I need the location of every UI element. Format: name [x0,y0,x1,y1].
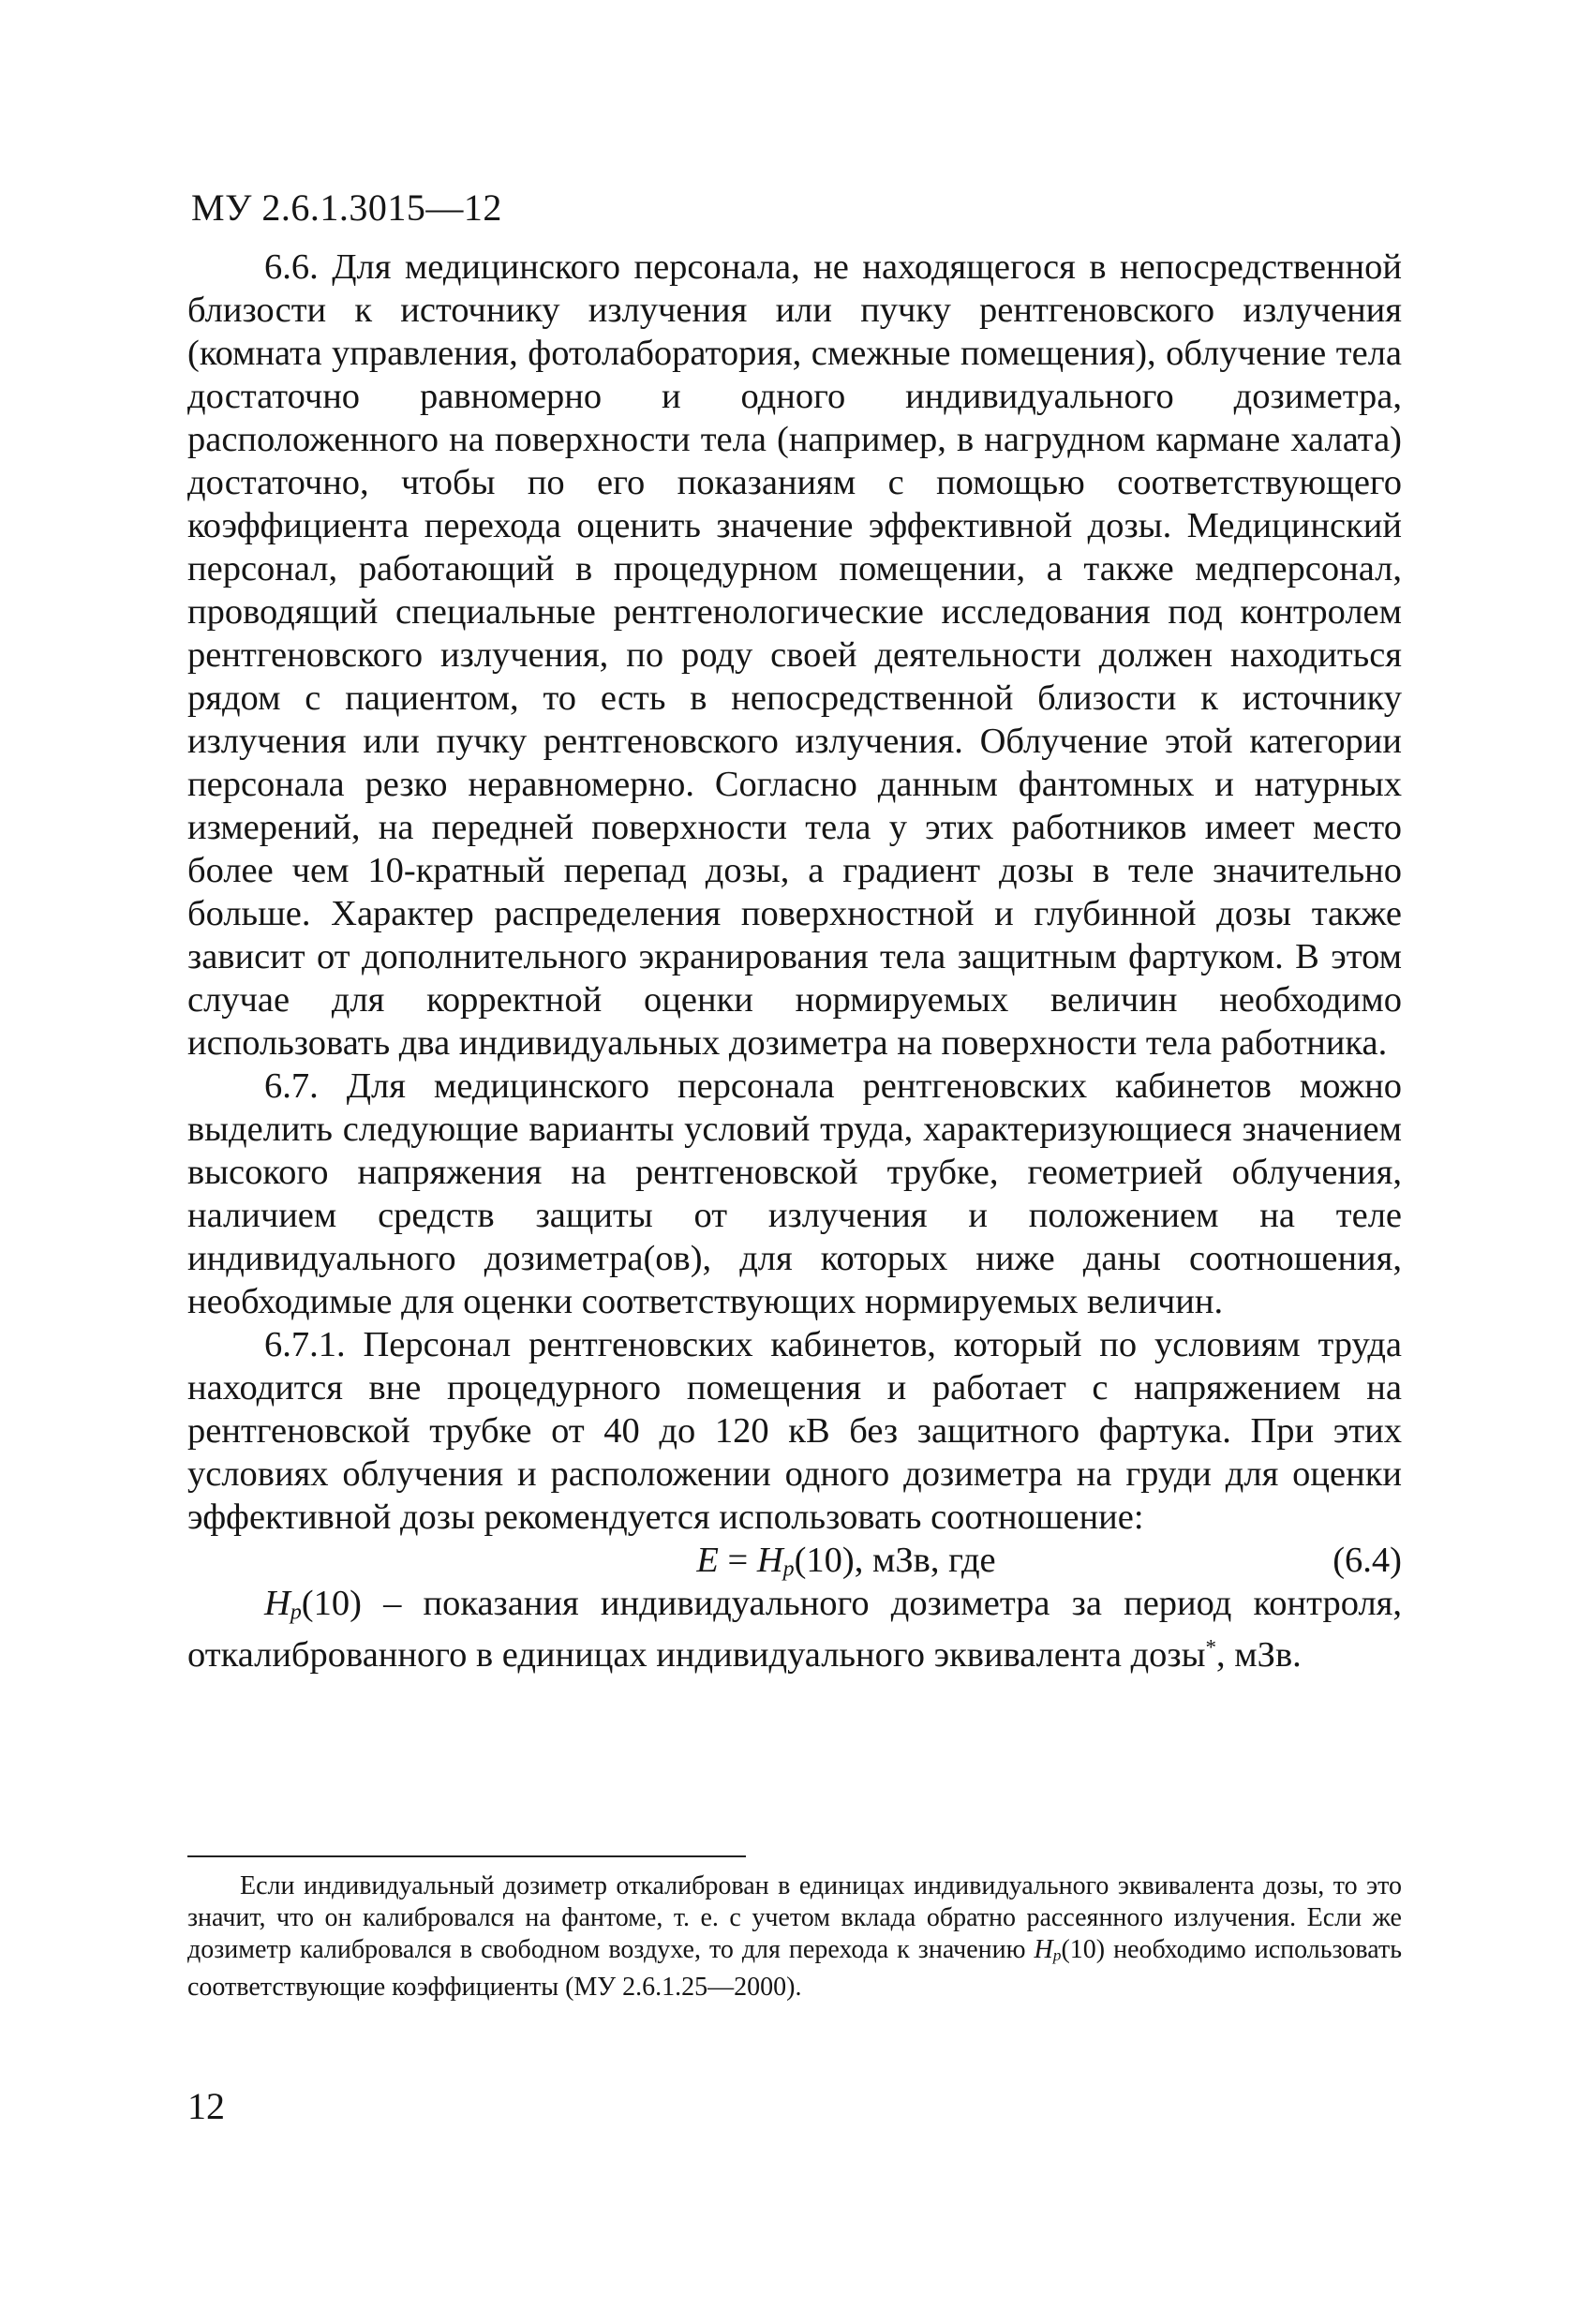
footnote-symbol: H [1034,1935,1053,1964]
footnote-text-before: Если индивидуальный дозиметр откалиброван в единицах индивидуального эквивалента дозы, то это значит, что он калибровался на фантоме, т. е. с учетом вклада обратно рассеянного излучения. Если же дозиметр калибровался в свободном воздухе, то для перехода к значению [187,1871,1402,1964]
formula-symbol-sub: p [782,1557,795,1582]
footnote [187,1870,1402,2004]
footnote-arg: (10) [1061,1935,1106,1964]
definition-text: – показания индивидуального дозиметра за период контроля, откалиброванного в единицах индивидуального эквивалента дозы [187,1584,1402,1676]
formula-arg: (10) [794,1541,855,1580]
formula-lhs: E [696,1541,719,1580]
definition-tail: , мЗв. [1216,1635,1302,1676]
paragraph-6-7: 6.7. Для медицинского персонала рентгеновских кабинетов можно выделить следующие варианты условий труда, характеризующиеся значением высокого напряжения на рентгеновской трубке, геометрией облучения, наличием средств защиты от излучения и положением на теле индивидуального дозиметра(ов), для которых ниже даны соотношения, необходимые для оценки соответствующих нормируемых величин. [187,1066,1402,1321]
formula-tail: , мЗв, где [854,1541,996,1580]
formula-6-4 [187,1539,1402,1582]
formula-symbol: H [756,1541,783,1580]
footnote-marker: * [1205,1634,1217,1660]
formula-expression [593,1539,995,1590]
footnote-symbol-sub: p [1052,1946,1062,1965]
footnote-separator [187,1855,746,1857]
paragraph-6-6: 6.6. Для медицинского персонала, не находящегося в непосредственной близости к источнику излучения или пучку рентгеновского излучения (комната управления, фотолаборатория, смежные помещения), облучение тела достаточно равномерно и одного индивидуального дозиметра, расположенного на поверхности тела (например, в нагрудном кармане халата) достаточно, чтобы по его показаниям с помощью соответствующего коэффициента перехода оценить значение эффективной дозы. Медицинский персонал, работающий в процедурном помещении, а также медперсонал, проводящий специальные рентгенологические исследования под контролем рентгеновского излучения, по роду своей деятельности должен находиться рядом с пациентом, то есть в непосредственной близости к источнику излучения или пучку рентгеновского излучения. Облучение этой категории персонала резко неравномерно. Согласно данным фантомных и натурных измерений, на передней поверхности тела у этих работников имеет место более чем 10-кратный перепад дозы, а градиент дозы в теле значительно больше. Характер распределения поверхностной и глубинной дозы также зависит от дополнительного экранирования тела защитным фартуком. В этом случае для корректной оценки нормируемых величин необходимо использовать два индивидуальных дозиметра на поверхности тела работника. [187,247,1402,1063]
definition-arg: (10) [301,1584,362,1623]
page-number: 12 [187,2085,225,2127]
footnote-text-after: необходимо использовать соответствующие коэффициенты (МУ 2.6.1.25—2000). [187,1935,1402,2003]
document-code-header: МУ 2.6.1.3015—12 [191,186,502,229]
definition-symbol: H [264,1584,290,1623]
definition-hp10 [187,1582,1402,1676]
formula-number: (6.4) [1332,1541,1402,1580]
paragraph-6-7-1: 6.7.1. Персонал рентгеновских кабинетов, который по условиям труда находится вне процедурного помещения и работает с напряжением на рентгеновской трубке от 40 до 120 кВ без защитного фартука. При этих условиях облучения и расположении одного дозиметра на груди для оценки эффективной дозы рекомендуется использовать соотношение: [187,1325,1402,1537]
definition-symbol-sub: p [290,1600,302,1625]
document-body [187,246,1402,1676]
formula-equals: = [718,1541,757,1580]
